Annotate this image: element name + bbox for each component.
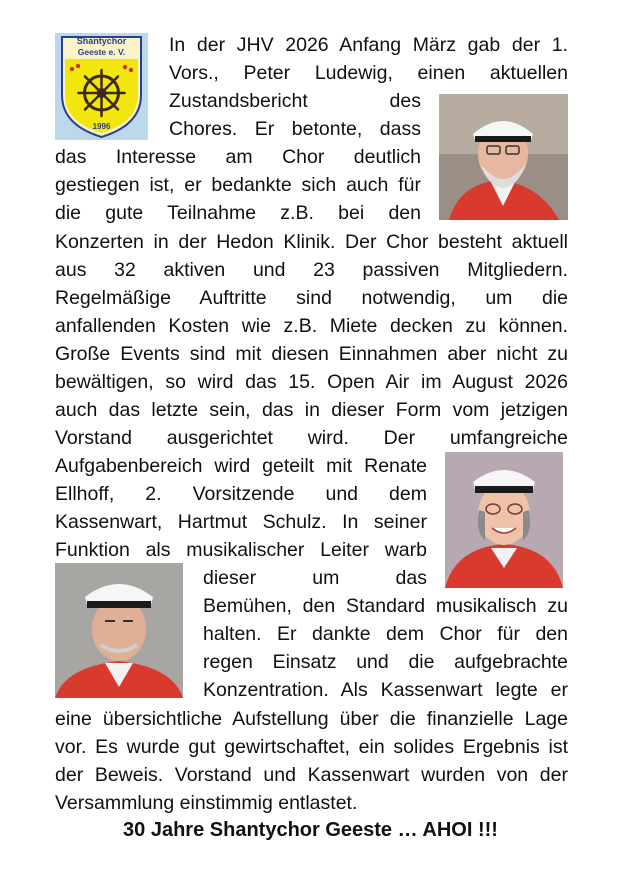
text-line: der Beweis. Vorstand und Kassenwart wurden von der: [55, 764, 568, 786]
text-line: Funktion als musikalischer Leiter warb: [55, 539, 427, 561]
photo-vice-chair: [445, 452, 563, 588]
text-line: auch das letzte sein, das in dieser Form vom jetzigen: [55, 399, 568, 421]
text-line: aus 32 aktiven und 23 passiven Mitgliedern.: [55, 259, 568, 281]
text-line: Regelmäßige Auftritte sind notwendig, um die: [55, 287, 568, 309]
text-line: Ellhoff, 2. Vorsitzende und dem: [55, 483, 427, 505]
text-line: Aufgabenbereich wird geteilt mit Renate: [55, 455, 427, 477]
logo-name-line2: Geeste e. V.: [77, 47, 126, 57]
text-line: Zustandsbericht des: [169, 90, 421, 112]
text-line: Große Events sind mit diesen Einnahmen aber nicht zu: [55, 343, 568, 365]
photo-musical-director: [55, 563, 183, 698]
logo-year: 1996: [92, 122, 111, 131]
text-line: Bemühen, den Standard musikalisch zu: [203, 595, 568, 617]
closing-slogan: 30 Jahre Shantychor Geeste … AHOI !!!: [123, 819, 498, 841]
text-line: Konzerten in der Hedon Klinik. Der Chor besteht aktuell: [55, 231, 568, 253]
text-line: halten. Er dankte dem Chor für den: [203, 623, 568, 645]
text-line: dieser um das: [203, 567, 427, 589]
text-line: die gute Teilnahme z.B. bei den: [55, 202, 421, 224]
text-line: gestiegen ist, er bedankte sich auch für: [55, 174, 421, 196]
text-line: Versammlung einstimmig entlastet.: [55, 792, 358, 814]
text-line: In der JHV 2026 Anfang März gab der 1.: [169, 34, 568, 56]
logo-emblem: [55, 33, 148, 140]
text-line: vor. Es wurde gut gewirtschaftet, ein solides Ergebnis ist: [55, 736, 568, 758]
logo-name-line1: Shantychor: [76, 36, 127, 46]
text-line: Kassenwart, Hartmut Schulz. In seiner: [55, 511, 427, 533]
text-line: anfallenden Kosten wie z.B. Miete decken zu können.: [55, 315, 568, 337]
choir-logo: [55, 33, 148, 140]
photo-chairman: [439, 94, 568, 220]
text-line: regen Einsatz und die aufgebrachte: [203, 651, 568, 673]
text-line: Chores. Er betonte, dass: [169, 118, 421, 140]
text-line: bewältigen, so wird das 15. Open Air im August 2026: [55, 371, 568, 393]
text-line: das Interesse am Chor deutlich: [55, 146, 421, 168]
text-line: eine übersichtliche Aufstellung über die finanzielle Lage: [55, 708, 568, 730]
text-line: Vorstand ausgerichtet wird. Der umfangreiche: [55, 427, 568, 449]
text-line: Konzentration. Als Kassenwart legte er: [203, 679, 568, 701]
text-line: Vors., Peter Ludewig, einen aktuellen: [169, 62, 568, 84]
